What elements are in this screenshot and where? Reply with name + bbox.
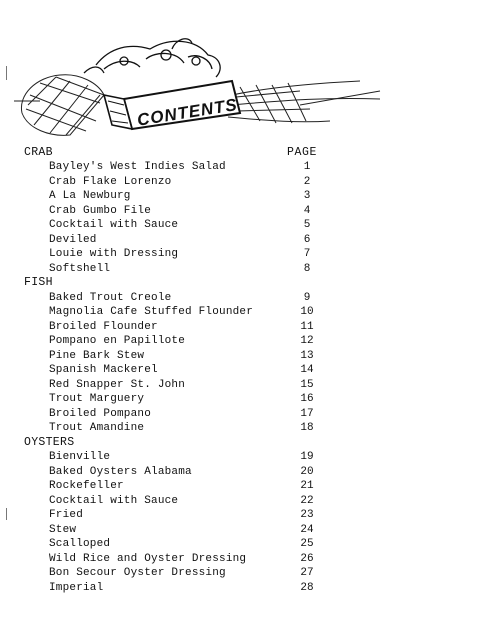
entry-title: Cocktail with Sauce	[49, 494, 179, 507]
list-item	[0, 479, 483, 493]
entry-title: Pine Bark Stew	[49, 349, 145, 362]
entry-title: Trout Amandine	[49, 422, 145, 434]
entry-page: 8	[303, 262, 311, 275]
contents-sign-title: CONTENTS	[135, 95, 239, 130]
entry-page: 13	[300, 349, 314, 362]
entry-title: Crab Flake Lorenzo	[49, 175, 172, 188]
entry-title: Magnolia Cafe Stuffed Flounder	[49, 306, 254, 318]
entry-page: 6	[303, 233, 311, 246]
entry-title: Imperial	[49, 581, 104, 594]
entry-title: Red Snapper St. John	[49, 378, 186, 391]
entry-title: Cocktail with Sauce	[49, 219, 179, 231]
entry-title: Fried	[49, 509, 84, 521]
entry-title: Broiled Pompano	[49, 407, 152, 420]
entry-title: Baked Trout Creole	[49, 291, 172, 304]
entry-page: 4	[303, 204, 311, 217]
list-item	[0, 160, 483, 174]
list-item	[0, 465, 483, 479]
entry-page: 14	[300, 364, 314, 376]
entry-title: Bayley's West Indies Salad	[49, 161, 226, 173]
list-item	[0, 392, 483, 406]
entry-title: Deviled	[49, 233, 97, 246]
list-item	[0, 189, 483, 203]
contents-sign	[104, 81, 240, 130]
list-item	[0, 320, 483, 334]
entry-title: Bon Secour Oyster Dressing	[49, 567, 226, 579]
entry-title: Bienville	[49, 451, 111, 463]
list-item	[0, 218, 483, 232]
list-item	[0, 363, 483, 377]
entry-title: Scalloped	[49, 538, 111, 550]
section-title-crab: CRAB	[24, 146, 53, 159]
entry-page: 12	[300, 335, 314, 347]
entry-page: 26	[300, 552, 314, 565]
scan-mark	[6, 508, 7, 520]
entry-title: Stew	[49, 523, 77, 536]
entry-page: 16	[300, 393, 314, 405]
list-item	[0, 334, 483, 348]
list-item	[0, 494, 483, 508]
list-item	[0, 233, 483, 247]
entry-page: 3	[303, 190, 311, 202]
section-title-fish: FISH	[24, 276, 53, 289]
entry-title: Trout Marguery	[49, 393, 145, 405]
entry-page: 1	[303, 161, 311, 173]
list-item	[0, 537, 483, 551]
entry-page: 15	[300, 378, 314, 391]
entry-page: 2	[303, 175, 311, 188]
entry-page: 21	[300, 480, 314, 492]
entry-page: 25	[300, 538, 314, 550]
list-item	[0, 552, 483, 566]
list-item	[0, 262, 483, 276]
entry-page: 20	[300, 465, 314, 478]
entry-page: 24	[300, 523, 314, 536]
page-column-header: PAGE	[287, 146, 318, 159]
list-item	[0, 566, 483, 580]
contents-banner-illustration	[0, 25, 483, 145]
scan-mark	[6, 66, 7, 80]
entry-page: 18	[300, 422, 314, 434]
entry-page: 23	[300, 509, 314, 521]
list-item	[0, 407, 483, 421]
list-item	[0, 204, 483, 218]
entry-title: Wild Rice and Oyster Dressing	[49, 552, 247, 565]
entry-title: Crab Gumbo File	[49, 204, 152, 217]
entry-page: 10	[300, 306, 314, 318]
entry-title: Baked Oysters Alabama	[49, 465, 192, 478]
list-item	[0, 450, 483, 464]
entry-page: 11	[300, 320, 314, 333]
entry-page: 28	[300, 581, 314, 594]
entry-page: 27	[300, 567, 314, 579]
list-item	[0, 523, 483, 537]
section-header-row	[0, 436, 483, 450]
entry-title: Broiled Flounder	[49, 320, 158, 333]
entry-title: Rockefeller	[49, 480, 124, 492]
entry-title: Softshell	[49, 262, 111, 275]
list-item	[0, 247, 483, 261]
entry-page: 9	[303, 291, 311, 304]
section-title-oysters: OYSTERS	[24, 435, 75, 449]
list-item	[0, 349, 483, 363]
list-item	[0, 508, 483, 522]
list-item	[0, 305, 483, 319]
list-item	[0, 175, 483, 189]
crab-pile-icon	[84, 39, 220, 77]
list-item	[0, 581, 483, 595]
entry-page: 22	[300, 494, 314, 507]
entry-title: Spanish Mackerel	[49, 364, 158, 376]
entry-page: 19	[300, 451, 314, 463]
entry-title: A La Newburg	[49, 190, 131, 202]
entry-title: Pompano en Papillote	[49, 335, 186, 347]
list-item	[0, 421, 483, 435]
entry-page: 5	[303, 219, 311, 231]
section-header-row	[0, 276, 483, 290]
entry-title: Louie with Dressing	[49, 248, 179, 260]
entry-page: 7	[303, 248, 311, 260]
list-item	[0, 291, 483, 305]
toc-header-row	[0, 146, 483, 160]
entry-page: 17	[300, 407, 314, 420]
list-item	[0, 378, 483, 392]
